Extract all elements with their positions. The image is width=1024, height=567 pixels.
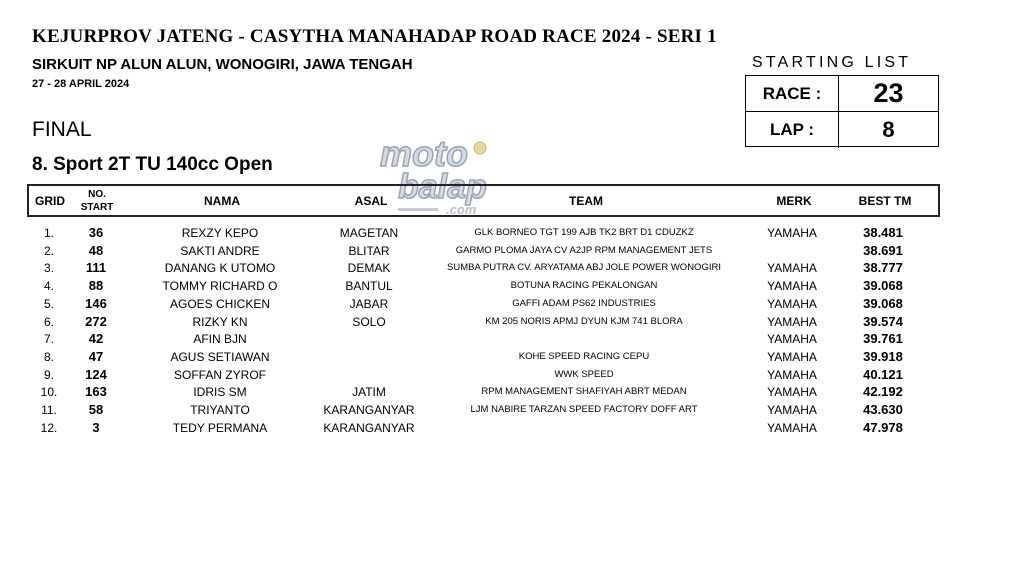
table-header <box>27 184 940 217</box>
rider-name: AGOES CHICKEN <box>169 296 271 311</box>
race-number-row <box>746 76 938 112</box>
bike-brand: YAMAHA <box>767 314 817 329</box>
table-row <box>0 277 1024 295</box>
race-label: RACE : <box>746 76 839 111</box>
grid-position: 6. <box>43 314 54 329</box>
bike-brand: YAMAHA <box>767 367 817 382</box>
lap-count-row <box>746 112 938 148</box>
team-name <box>415 419 753 437</box>
start-number: 3 <box>92 419 100 435</box>
rider-name: RIZKY KN <box>192 314 248 329</box>
team-name: GARMO PLOMA JAYA CV A2JP RPM MANAGEMENT JETS <box>455 244 713 256</box>
race-class-title: 8. Sport 2T TU 140cc Open <box>32 154 273 175</box>
table-row <box>0 224 1024 242</box>
rider-origin: JABAR <box>349 296 389 311</box>
start-number: 111 <box>85 260 107 276</box>
best-time: 39.918 <box>863 348 903 364</box>
bike-brand: YAMAHA <box>767 403 817 417</box>
rider-name: SOFFAN ZYROF <box>173 367 266 382</box>
rider-origin: SOLO <box>352 314 386 329</box>
team-name: KM 205 NORIS APMJ DYUN KJM 741 BLORA <box>485 315 683 327</box>
col-team: TEAM <box>569 193 603 208</box>
rider-name: TOMMY RICHARD O <box>162 279 278 294</box>
table-row <box>0 366 1024 384</box>
watermark-line3: .com <box>446 202 477 217</box>
starting-list-title: STARTING LIST <box>752 54 912 71</box>
bike-brand: YAMAHA <box>767 226 817 240</box>
table-row <box>0 295 1024 313</box>
team-name: SUMBA PUTRA CV. ARYATAMA ABJ JOLE POWER WONOGIRI <box>447 262 721 274</box>
grid-position: 5. <box>43 296 54 311</box>
rider-name: DANANG K UTOMO <box>164 261 276 276</box>
team-name: WWK SPEED <box>554 368 614 380</box>
rider-name: TEDY PERMANA <box>172 420 268 435</box>
team-name: KOHE SPEED RACING CEPU <box>518 350 650 362</box>
start-number: 88 <box>88 278 104 294</box>
team-name: RPM MANAGEMENT SHAFIYAH ABRT MEDAN <box>481 386 687 398</box>
col-asal: ASAL <box>354 193 388 208</box>
grid-position: 1. <box>43 226 54 240</box>
bike-brand: YAMAHA <box>767 420 817 435</box>
event-date: 27 - 28 APRIL 2024 <box>32 78 130 90</box>
grid-position: 8. <box>43 349 54 364</box>
event-title: KEJURPROV JATENG - CASYTHA MANAHADAP ROAD RACE 2024 - SERI 1 <box>32 26 717 47</box>
rider-name: REXZY KEPO <box>181 226 259 240</box>
rider-origin <box>310 330 428 348</box>
best-time: 40.121 <box>863 366 903 382</box>
rider-origin: KARANGANYAR <box>323 403 415 417</box>
lap-count: 8 <box>882 117 895 142</box>
start-number: 124 <box>85 366 107 382</box>
rider-origin: DEMAK <box>347 261 391 276</box>
table-row <box>0 383 1024 401</box>
table-row <box>0 330 1024 348</box>
best-time: 39.761 <box>863 331 903 347</box>
grid-position: 10. <box>40 385 58 400</box>
start-number: 58 <box>88 402 104 417</box>
col-no-start-line1: NO. <box>88 188 106 200</box>
grid-position: 4. <box>43 279 54 294</box>
best-time: 38.777 <box>863 260 903 276</box>
table-row <box>0 419 1024 437</box>
bike-brand: YAMAHA <box>767 261 817 276</box>
team-name: LJM NABIRE TARZAN SPEED FACTORY DOFF ART <box>470 404 698 415</box>
race-number: 23 <box>873 78 904 108</box>
rider-name: IDRIS SM <box>193 385 247 400</box>
team-name: GLK BORNEO TGT 199 AJB TK2 BRT D1 CDUZKZ <box>474 227 694 238</box>
bike-brand: YAMAHA <box>767 279 817 294</box>
start-number: 42 <box>88 331 104 347</box>
col-name: NAMA <box>204 193 240 208</box>
grid-position: 3. <box>43 261 54 276</box>
col-no-start <box>71 186 123 215</box>
rider-name: TRIYANTO <box>190 403 250 417</box>
table-row <box>0 242 1024 260</box>
watermark-dot-icon <box>474 142 486 154</box>
best-time: 38.691 <box>863 242 903 258</box>
race-info-box <box>745 75 939 147</box>
grid-position: 7. <box>43 332 54 347</box>
rider-name: SAKTI ANDRE <box>180 243 260 258</box>
start-number: 163 <box>85 384 107 400</box>
venue-text: SIRKUIT NP ALUN ALUN, WONOGIRI, JAWA TENGAH <box>32 56 413 73</box>
best-time: 43.630 <box>863 402 903 417</box>
rider-origin: BANTUL <box>345 279 393 294</box>
rider-origin: KARANGANYAR <box>323 420 415 435</box>
rider-origin: JATIM <box>352 385 386 400</box>
bike-brand: YAMAHA <box>767 385 817 400</box>
best-time: 47.978 <box>863 419 903 435</box>
best-time: 39.068 <box>863 278 903 294</box>
best-time: 42.192 <box>863 384 903 400</box>
start-number: 47 <box>88 348 104 364</box>
col-no-start-line2: START <box>80 201 114 213</box>
table-row <box>0 348 1024 366</box>
grid-position: 11. <box>41 403 57 417</box>
table-row <box>0 313 1024 331</box>
team-name <box>415 330 753 348</box>
rider-origin <box>310 366 428 384</box>
col-best-time: BEST TM <box>858 193 912 208</box>
start-number: 146 <box>85 295 107 311</box>
bike-brand: YAMAHA <box>767 296 817 311</box>
col-grid: GRID <box>35 193 65 208</box>
watermark-line2: balap <box>398 168 487 206</box>
col-merk: MERK <box>776 193 812 208</box>
table-row <box>0 401 1024 419</box>
rider-origin: MAGETAN <box>339 226 399 240</box>
grid-position: 2. <box>43 243 54 258</box>
bike-brand <box>756 242 828 260</box>
grid-position: 12. <box>40 420 58 435</box>
start-number: 272 <box>85 313 107 329</box>
start-number: 36 <box>88 225 104 240</box>
best-time: 39.068 <box>863 295 903 311</box>
lap-label: LAP : <box>746 112 839 148</box>
bike-brand: YAMAHA <box>767 332 817 347</box>
rider-origin: BLITAR <box>348 243 390 258</box>
session-stage: FINAL <box>32 118 92 141</box>
rider-name: AFIN BJN <box>193 332 247 347</box>
best-time: 39.574 <box>863 313 903 329</box>
grid-position: 9. <box>43 367 54 382</box>
rider-origin <box>310 348 428 366</box>
team-name: GAFFI ADAM PS62 INDUSTRIES <box>512 297 656 309</box>
best-time: 38.481 <box>863 225 903 240</box>
watermark-line1: moto <box>380 134 468 174</box>
table-row <box>0 259 1024 277</box>
start-number: 48 <box>88 242 104 258</box>
rider-name: AGUS SETIAWAN <box>170 349 270 364</box>
team-name: BOTUNA RACING PEKALONGAN <box>510 280 658 292</box>
bike-brand: YAMAHA <box>767 349 817 364</box>
